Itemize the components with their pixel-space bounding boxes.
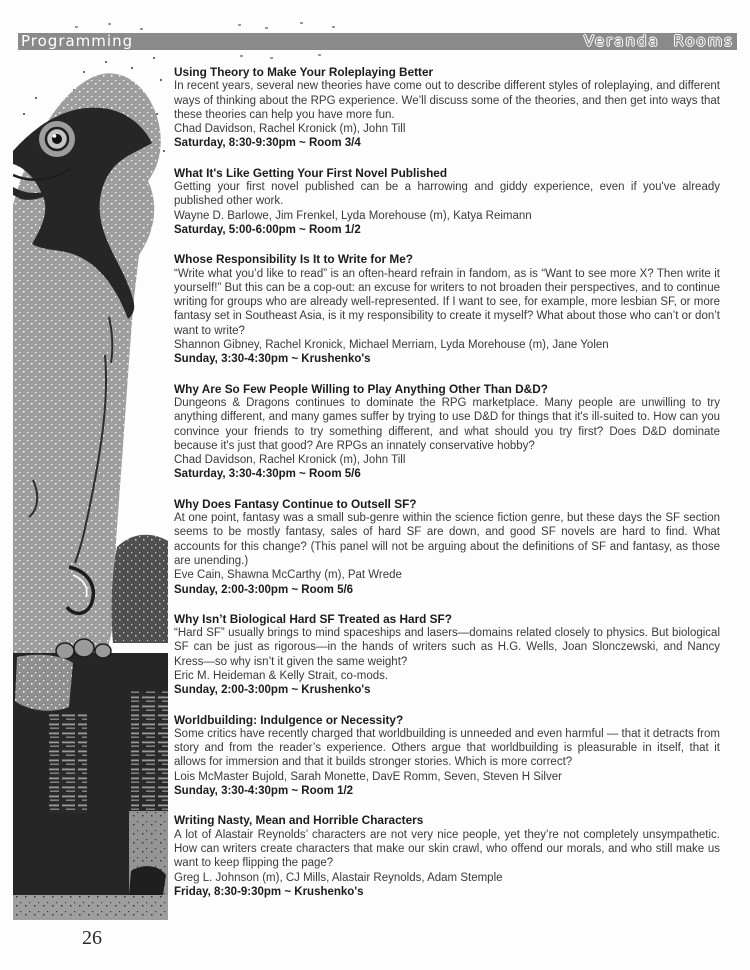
panel-schedule: Saturday, 3:30-4:30pm ~ Room 5/6 (174, 468, 361, 481)
scan-speck (265, 27, 268, 29)
panel-title: Why Does Fantasy Continue to Outsell SF? (174, 496, 417, 511)
scan-speck (270, 57, 273, 59)
creature-illustration-svg (13, 55, 168, 920)
panel-participants: Chad Davidson, Rachel Kronick (m), John Till (174, 123, 406, 136)
panel-schedule: Saturday, 5:00-6:00pm ~ Room 1/2 (174, 223, 361, 236)
panel-item (174, 65, 720, 151)
panel-item (174, 497, 720, 597)
panel-item (174, 813, 720, 899)
panel-description: Some critics have recently charged that worldbuilding is unneeded and even harmful — that it detracts from story and from the reader’s experience. Others argue that worldbuilding is pleasurable in itself, that it allows for immersion and that it builds stronger stories. Which is more correct? (174, 727, 720, 769)
scan-speck (238, 24, 241, 26)
creature-illustration (13, 55, 168, 920)
panel-item (174, 382, 720, 482)
panel-participants: Shannon Gibney, Rachel Kronick, Michael Merriam, Lyda Morehouse (m), Jane Yolen (174, 339, 609, 352)
panel-participants: Chad Davidson, Rachel Kronick (m), John Till (174, 454, 406, 467)
scan-speck (300, 22, 303, 24)
panel-title: Whose Responsibility Is It to Write for Me? (174, 252, 414, 267)
scan-speck (140, 28, 143, 30)
panel-participants: Wayne D. Barlowe, Jim Frenkel, Lyda Morehouse (m), Katya Reimann (174, 209, 532, 222)
scan-speck (332, 26, 335, 28)
panel-title: Using Theory to Make Your Roleplaying Better (174, 65, 434, 79)
panel-schedule: Saturday, 8:30-9:30pm ~ Room 3/4 (174, 137, 361, 150)
panel-item (174, 713, 720, 799)
page-number: 26 (82, 927, 102, 949)
panel-title: Worldbuilding: Indulgence or Necessity? (174, 712, 404, 727)
panel-title: Writing Nasty, Mean and Horrible Characters (174, 813, 424, 828)
panel-title: Why Isn’t Biological Hard SF Treated as Hard SF? (174, 611, 452, 626)
panel-description: At one point, fantasy was a small sub-genre within the science fiction genre, but these days the SF section seems to be mostly fantasy, sales of hard SF are down, and good SF novels are hard to find. What accounts for this change? (This panel will not be arguing about the definitions of SF and fantasy, as those are unending.) (174, 512, 720, 567)
panel-description: Dungeons & Dragons continues to dominate the RPG marketplace. Many people are unwilling to try anything different, and many games suffer by trying to use D&D for things that it's ill-suited to. How can you convince your friends to try something different, and what should you try first? Does D&D dominate because it's just that good? Are RPGs an innately conservative hobby? (174, 396, 720, 452)
scan-speck (108, 23, 111, 25)
scan-speck (240, 55, 243, 57)
panel-list (174, 65, 720, 914)
panel-description: “Hard SF” usually brings to mind spaceships and lasers—domains related closely to physics. But biological SF can be just as rigorous—in the hands of writers such as H.G. Wells, Joan Slonczewski, and Nancy Kress—so why isn’t it given the same weight? (174, 627, 720, 668)
room-name-label: Veranda Rooms (583, 32, 734, 50)
scan-speck (75, 26, 78, 28)
panel-participants: Lois McMaster Bujold, Sarah Monette, DavE Romm, Seven, Steven H Silver (174, 770, 562, 783)
panel-title: Why Are So Few People Willing to Play Anything Other Than D&D? (174, 381, 548, 396)
panel-schedule: Friday, 8:30-9:30pm ~ Krushenko's (174, 885, 364, 898)
scan-speck (318, 54, 321, 56)
panel-item (174, 252, 720, 366)
panel-schedule: Sunday, 2:00-3:00pm ~ Room 5/6 (174, 583, 354, 596)
panel-schedule: Sunday, 3:30-4:30pm ~ Room 1/2 (174, 785, 354, 798)
panel-item (174, 612, 720, 698)
header-bar (18, 33, 737, 50)
panel-schedule: Sunday, 3:30-4:30pm ~ Krushenko's (174, 353, 371, 366)
panel-item (174, 166, 720, 237)
panel-title: What It's Like Getting Your First Novel Published (174, 165, 448, 180)
panel-participants: Eve Cain, Shawna McCarthy (m), Pat Wrede (174, 569, 402, 582)
panel-description: In recent years, several new theories have come out to describe different styles of roleplaying, and different ways of thinking about the RPG experience. We’ll discuss some of the theories, and then get into ways that these theories can help you have more fun. (174, 80, 720, 121)
panel-participants: Greg L. Johnson (m), CJ Mills, Alastair Reynolds, Adam Stemple (174, 871, 503, 884)
panel-schedule: Sunday, 2:00-3:00pm ~ Krushenko's (174, 684, 371, 697)
section-title-label: Programming (21, 32, 134, 50)
panel-description: Getting your first novel published can be a harrowing and giddy experience, even if you've already published other work. (174, 181, 720, 208)
panel-description: A lot of Alastair Reynolds’ characters are not very nice people, yet they’re not completely unsympathetic. How can writers create characters that make our skin crawl, who offend our morals, and who still make us want to keep flipping the page? (174, 828, 720, 870)
panel-participants: Eric M. Heideman & Kelly Strait, co-mods. (174, 669, 389, 682)
panel-description: “Write what you’d like to read” is an often-heard refrain in fandom, as is “Want to see more X? Then write it yourself!” But this can be a cop-out: an excuse for writers to not broaden their perspectives, and to continue writing for groups who are already well-represented. If I want to see, for example, more lesbian SF, or more fantasy set in Southeast Asia, is it my responsibility to create it myself? What about those who can’t or don’t want to write? (174, 267, 720, 337)
